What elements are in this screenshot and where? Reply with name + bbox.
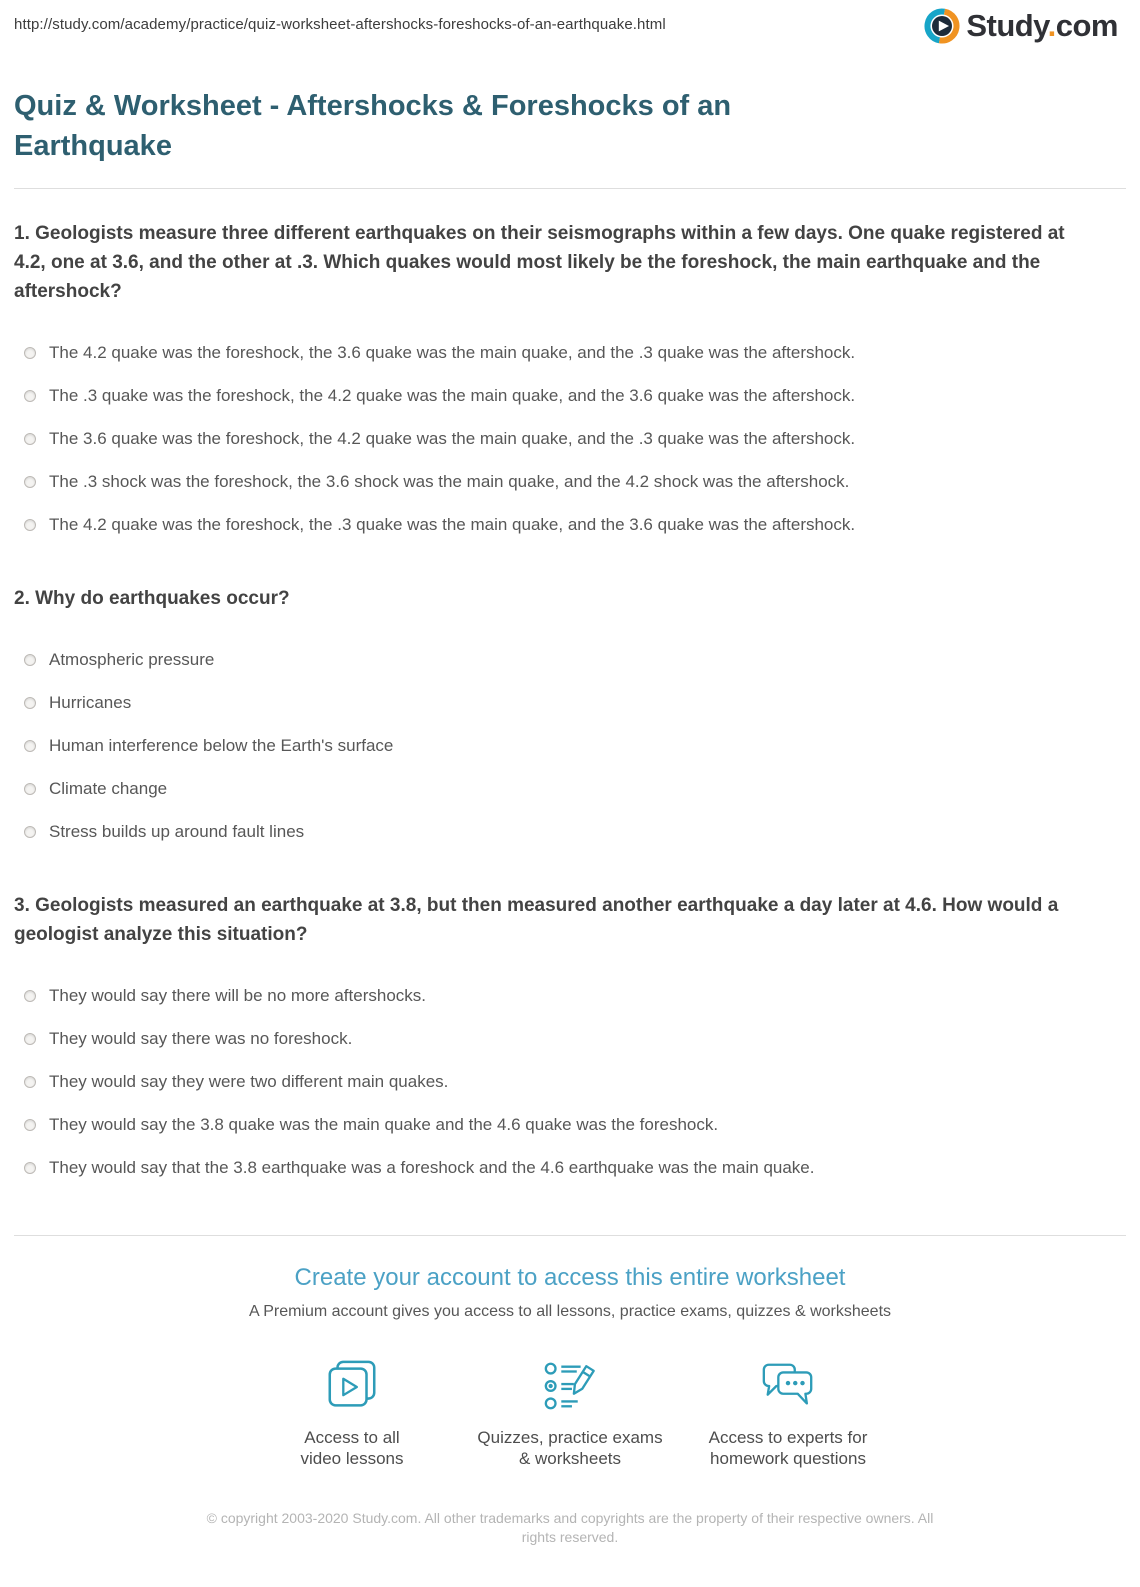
question-3-option-2[interactable] [14, 1017, 1126, 1060]
logo-word: Study [966, 8, 1048, 43]
radio-button[interactable] [24, 990, 36, 1002]
question-3-option-3[interactable] [14, 1060, 1126, 1103]
copyright-notice: © copyright 2003-2020 Study.com. All other trademarks and copyrights are the property of their respective owners. All rights reserved. [206, 1510, 934, 1545]
option-label: The 3.6 quake was the foreshock, the 4.2 quake was the main quake, and the .3 quake was the aftershock. [49, 428, 856, 448]
video-lessons-icon [243, 1357, 461, 1415]
option-label: The .3 shock was the foreshock, the 3.6 shock was the main quake, and the 4.2 shock was the aftershock. [49, 471, 850, 491]
radio-button[interactable] [24, 654, 36, 666]
feature-video-lessons [243, 1357, 461, 1469]
question-1-text: 1. Geologists measure three different earthquakes on their seismographs within a few days. One quake registered at 4.2, one at 3.6, and the other at .3. Which quakes would most likely be the foreshock, the main earthquake and the aftershock? [14, 223, 1065, 302]
question-2-option-5[interactable] [14, 810, 1126, 853]
feature-label-line1: Access to experts for [708, 1428, 868, 1447]
feature-label-line2: & worksheets [518, 1449, 622, 1468]
homework-experts-icon [679, 1357, 897, 1415]
question-2-text: 2. Why do earthquakes occur? [14, 588, 290, 609]
question-3-text: 3. Geologists measured an earthquake at 3.8, but then measured another earthquake a day later at 4.6. How would a geologist analyze this situation? [14, 895, 1059, 945]
question-1-option-5[interactable] [14, 503, 1126, 546]
feature-label-line1: Quizzes, practice exams [477, 1428, 663, 1447]
feature-label-line2: video lessons [300, 1449, 404, 1468]
option-label: The .3 quake was the foreshock, the 4.2 quake was the main quake, and the 3.6 quake was the aftershock. [49, 385, 856, 405]
radio-button[interactable] [24, 519, 36, 531]
option-label: Human interference below the Earth's surface [49, 735, 394, 755]
create-account-link[interactable]: Create your account to access this entire worksheet [294, 1264, 846, 1291]
premium-subheading: A Premium account gives you access to all lessons, practice exams, quizzes & worksheets [248, 1303, 892, 1320]
footer-divider [14, 1235, 1126, 1236]
question-3-option-1[interactable] [14, 974, 1126, 1017]
radio-button[interactable] [24, 783, 36, 795]
radio-button[interactable] [24, 826, 36, 838]
page-title: Quiz & Worksheet - Aftershocks & Foreshocks of an Earthquake [14, 90, 732, 162]
radio-button[interactable] [24, 1119, 36, 1131]
question-3-option-4[interactable] [14, 1103, 1126, 1146]
title-divider [14, 188, 1126, 189]
feature-label [461, 1427, 679, 1469]
question-1 [14, 219, 1126, 546]
feature-label [679, 1427, 897, 1469]
question-2-option-4[interactable] [14, 767, 1126, 810]
option-label: Hurricanes [49, 692, 132, 712]
feature-homework-experts [679, 1357, 897, 1469]
option-label: The 4.2 quake was the foreshock, the 3.6 quake was the main quake, and the .3 quake was the aftershock. [49, 342, 856, 362]
features-row [14, 1357, 1126, 1469]
logo-dot: . [1047, 8, 1056, 43]
question-1-option-4[interactable] [14, 460, 1126, 503]
option-label: The 4.2 quake was the foreshock, the .3 quake was the main quake, and the 3.6 quake was the aftershock. [49, 514, 856, 534]
question-1-option-2[interactable] [14, 374, 1126, 417]
question-2-option-3[interactable] [14, 724, 1126, 767]
option-label: Atmospheric pressure [49, 649, 215, 669]
option-label: Stress builds up around fault lines [49, 821, 305, 841]
option-label: They would say there will be no more aftershocks. [49, 985, 427, 1005]
study-logo-text [966, 8, 1118, 44]
radio-button[interactable] [24, 1162, 36, 1174]
option-label: They would say there was no foreshock. [49, 1028, 353, 1048]
radio-button[interactable] [24, 697, 36, 709]
study-logo[interactable] [924, 8, 1118, 44]
radio-button[interactable] [24, 1033, 36, 1045]
question-2-option-2[interactable] [14, 681, 1126, 724]
logo-tld: com [1055, 8, 1118, 43]
radio-button[interactable] [24, 740, 36, 752]
page-header [14, 0, 1126, 52]
study-logo-icon [924, 8, 960, 44]
radio-button[interactable] [24, 476, 36, 488]
question-2 [14, 584, 1126, 853]
quizzes-worksheets-icon [461, 1357, 679, 1415]
feature-label [243, 1427, 461, 1469]
question-1-option-3[interactable] [14, 417, 1126, 460]
question-2-option-1[interactable] [14, 638, 1126, 681]
option-label: They would say the 3.8 quake was the main quake and the 4.6 quake was the foreshock. [49, 1114, 719, 1134]
feature-label-line1: Access to all [304, 1428, 400, 1447]
option-label: They would say that the 3.8 earthquake was a foreshock and the 4.6 earthquake was the main quake. [49, 1157, 815, 1177]
radio-button[interactable] [24, 433, 36, 445]
page-url: http://study.com/academy/practice/quiz-worksheet-aftershocks-foreshocks-of-an-earthquake.html [14, 16, 666, 33]
question-3 [14, 891, 1126, 1189]
radio-button[interactable] [24, 1076, 36, 1088]
radio-button[interactable] [24, 390, 36, 402]
feature-quizzes-worksheets [461, 1357, 679, 1469]
option-label: Climate change [49, 778, 168, 798]
question-3-option-5[interactable] [14, 1146, 1126, 1189]
feature-label-line2: homework questions [710, 1449, 866, 1468]
option-label: They would say they were two different main quakes. [49, 1071, 449, 1091]
radio-button[interactable] [24, 347, 36, 359]
question-1-option-1[interactable] [14, 331, 1126, 374]
